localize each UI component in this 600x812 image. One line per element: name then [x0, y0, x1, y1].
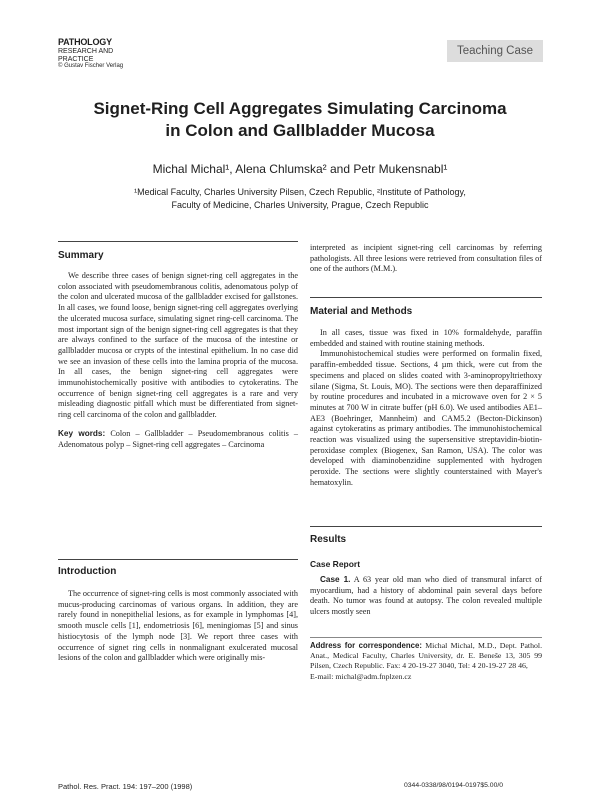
methods-heading: Material and Methods [310, 306, 413, 317]
summary-rule [58, 241, 298, 242]
keywords-label: Key words: [58, 428, 106, 438]
keywords [58, 429, 298, 450]
case-1-description: A 63 year old man who died of transmural infarct of myocardium, had a history of abdominal pain several days before death. No tumor was found at autopsy. The colon revealed multiple ulcers mostly seen [310, 575, 542, 617]
correspondence-rule [310, 637, 542, 638]
case-1-label: Case 1. [320, 575, 351, 584]
introduction-heading: Introduction [58, 566, 117, 577]
title-line-2: in Colon and Gallbladder Mucosa [165, 121, 435, 140]
journal-name-line3: PRACTICE [58, 55, 94, 63]
correspondence-text [310, 641, 542, 672]
methods-paragraph-1: In all cases, tissue was fixed in 10% formaldehyde, paraffin embedded and stained with routine staining methods. [310, 328, 542, 348]
case-1-text [310, 575, 542, 618]
summary-text: We describe three cases of benign signet-ring cell aggregates in the colon associated with pseudomembranous colitis, adenomatous polyp of the colon and ulcerated mucosa of the gallbladder excised for gallstones. In all cases, we found loose, benign signet-ring cell aggregates overlying the ulcerated mucosa surface, simulating signet ring-cell carcinoma. The most important sign of the benign signet-ring cell aggregates is that they are always confined to the surface of the mucosa of the intestine or gallbladder mucosa or crypts of the intestinal epithelium. In no case did we see an invasion of these cells into the lamina propria of the mucosa. In all cases, the benign signet-ring cell aggregates were immunohistochemically positive with antibodies to cytokeratins. The occurrence of benign signet-ring cell aggregates is a rare and very misleading diagnostic pitfall which must be differentiated from signet-ring cell carcinoma of the colon and gallbladder. [58, 271, 298, 420]
introduction-body [58, 589, 298, 664]
journal-name-line2: RESEARCH AND [58, 47, 114, 55]
case-report-body [310, 575, 542, 618]
correspondence-address: Michal Michal, M.D., Dept. Pathol. Anat., Medical Faculty, Charles University, dr. E. Beneše 13, 305 99 Pilsen, Czech Republic. Fax: 4 20-19-27 3040, Tel: 4 20-19-27 28 46, [310, 641, 543, 671]
footer-code: 0344-0338/98/0194-0197$5.00/0 [404, 782, 504, 789]
introduction-text: The occurrence of signet-ring cells is most commonly associated with mucus-producing carcinomas of various organs. In addition, they are rarely found in nonepithelial lesions, as for example in lymphomas [4], smooth muscle cells [1], endometriosis [6], meningiomas [5] and sinus histiocytosis of the lymph node [3]. We report three cases with occurrence of signet ring cells in nonmalignant exulcerated mucosal lesions of the colon and gallbladder which were originally mis- [58, 589, 298, 663]
article-type-badge: Teaching Case [447, 40, 543, 62]
methods-body [310, 328, 542, 489]
article-title [60, 98, 540, 142]
results-rule [310, 526, 542, 527]
affiliation-line-1: ¹Medical Faculty, Charles University Pilsen, Czech Republic, ²Institute of Pathology, [134, 187, 466, 197]
summary-body [58, 271, 298, 450]
results-heading: Results [310, 534, 347, 545]
affiliation-line-2: Faculty of Medicine, Charles University, Prague, Czech Republic [171, 200, 429, 210]
journal-name-line1: PATHOLOGY [58, 37, 112, 47]
keywords-text: Colon – Gallbladder – Pseudomembranous colitis – Adenomatous polyp – Signet-ring cell aggregates – Carcinoma [58, 428, 298, 449]
correspondence [310, 641, 542, 682]
summary-heading: Summary [58, 250, 104, 261]
methods-rule [310, 297, 542, 298]
correspondence-label: Address for correspondence: [310, 641, 422, 650]
publisher: © Gustav Fischer Verlag [58, 63, 124, 70]
affiliations [60, 186, 540, 212]
authors: Michal Michal¹, Alena Chlumska² and Petr Mukensnabl¹ [152, 162, 448, 176]
introduction-rule [58, 559, 298, 560]
correspondence-email: E-mail: michal@adm.fnplzen.cz [310, 671, 412, 681]
continuation-text: interpreted as incipient signet-ring cell carcinomas by referring pathologists. All three lesions were retrieved from consultation files of one of the authors (M.M.). [310, 243, 542, 274]
case-report-subheading: Case Report [310, 559, 361, 569]
summary-continuation [310, 243, 542, 275]
footer-citation: Pathol. Res. Pract. 194: 197–200 (1998) [58, 782, 193, 791]
journal-logo [58, 38, 123, 70]
methods-paragraph-2: Immunohistochemical studies were performed on formalin fixed, paraffin-embedded tissue. Sections, 4 µm thick, were cut from the specimens and placed on slides coated with 3-aminopropyltriethoxy silane (Sigma, St. Louis, MO). The sections were then deparaffinized by routine procedures and incubated in a microwave oven for 2 × 5 minutes at 700 W in citrate buffer (pH 6.0). We used antibodies AE1–AE3 (Boehringer, Mannheim) and CAM5.2 (Becton-Dickinson) against cytokeratins as primary antibodies. The immunohistochemical reaction was visualized using the supersensitive streptavidin-biotin-peroxidase complex (Biogenex, San Ramon, USA). The color was developed with diaminobenzidine supplemented with hydrogen peroxide. The sections were slightly counterstained with Mayer's hematoxylin. [310, 349, 542, 487]
title-line-1: Signet-Ring Cell Aggregates Simulating Carcinoma [93, 99, 507, 118]
